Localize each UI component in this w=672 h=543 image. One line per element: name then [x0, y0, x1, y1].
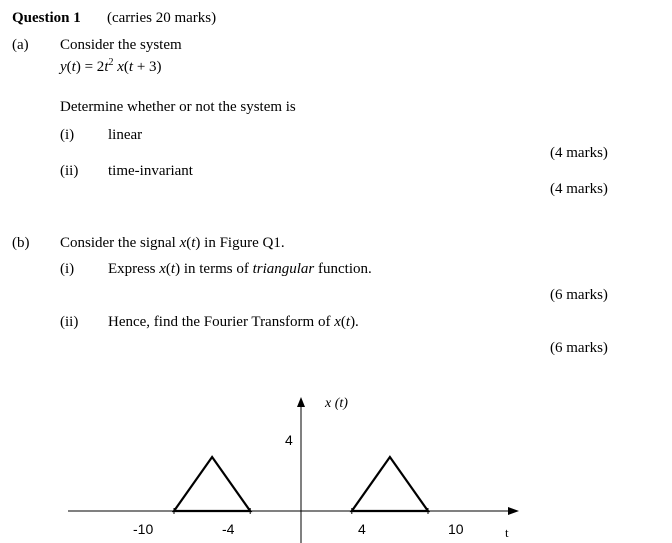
part-b-ii-var: t — [345, 314, 351, 330]
x-tick-label: 4 — [358, 521, 366, 537]
eq-lhs-func: y — [60, 59, 67, 75]
part-b-ii-post: ). — [350, 314, 359, 330]
part-b-i-func: x — [159, 261, 166, 277]
eq-rhs-var: t — [128, 59, 134, 75]
eq-rhs-close: + 3) — [133, 59, 162, 75]
part-b-intro-func: x — [179, 235, 187, 251]
part-b-intro-pre: Consider the signal — [60, 235, 180, 251]
system-equation — [60, 54, 162, 76]
peak-label: 4 — [285, 432, 293, 448]
eq-rhs-func: x — [117, 59, 124, 75]
part-b-ii-marks: (6 marks) — [550, 340, 608, 356]
part-a-i-marks: (4 marks) — [550, 145, 608, 161]
part-a-label: (a) — [12, 37, 29, 53]
part-b-ii-func: x — [334, 314, 341, 330]
eq-lhs-open: ( — [66, 59, 72, 75]
part-b-intro-open: ( — [186, 235, 192, 251]
part-b-i-emph: triangular — [252, 261, 315, 277]
part-b-label: (b) — [12, 235, 30, 251]
part-b-ii-pre: Hence, find the Fourier Transform of — [108, 314, 335, 330]
part-b-i-marks: (6 marks) — [550, 287, 608, 303]
part-b-i-numeral: (i) — [60, 261, 75, 277]
part-b-i-open: ( — [165, 261, 171, 277]
y-axis-label: x (t) — [325, 396, 348, 411]
x-tick-label: 10 — [448, 521, 464, 537]
part-a-intro: Consider the system — [60, 37, 182, 53]
eq-coef-var: t — [104, 59, 109, 75]
eq-lhs-var: t — [71, 59, 76, 75]
eq-exponent: 2 — [108, 57, 114, 68]
eq-rhs-open: ( — [123, 59, 129, 75]
triangle-pulse — [352, 457, 428, 511]
part-b-i-var: t — [170, 261, 176, 277]
figure-q1 — [0, 380, 672, 543]
part-a-ii-marks: (4 marks) — [550, 181, 608, 197]
part-a-i-numeral: (i) — [60, 127, 75, 143]
x-axis-label: t — [505, 525, 509, 540]
triangle-pulse — [174, 457, 250, 511]
marks-note: (carries 20 marks) — [107, 10, 217, 26]
part-b-i-pre: Express — [108, 261, 160, 277]
part-b-intro — [60, 234, 285, 252]
part-b-i-text — [108, 260, 372, 278]
part-b-ii-open: ( — [340, 314, 346, 330]
part-a-ii-numeral: (ii) — [60, 163, 79, 179]
part-b-intro-post: ) in Figure Q1. — [195, 235, 285, 251]
part-b-ii-text — [108, 313, 359, 331]
part-b-i-post: function. — [314, 261, 372, 277]
part-a-prompt: Determine whether or not the system is — [60, 99, 296, 115]
question-title: Question 1 — [12, 10, 81, 26]
part-b-intro-var: t — [191, 235, 196, 251]
part-a-ii-text: time-invariant — [108, 163, 193, 179]
part-a-i-text: linear — [108, 127, 143, 143]
y-axis-arrowhead — [297, 397, 305, 407]
eq-lhs-close: ) = 2 — [75, 59, 105, 75]
part-b-i-mid: ) in terms of — [175, 261, 253, 277]
x-tick-label: -10 — [133, 521, 154, 537]
x-axis-arrowhead — [508, 507, 519, 515]
x-tick-label: -4 — [222, 521, 235, 537]
part-b-ii-numeral: (ii) — [60, 314, 79, 330]
